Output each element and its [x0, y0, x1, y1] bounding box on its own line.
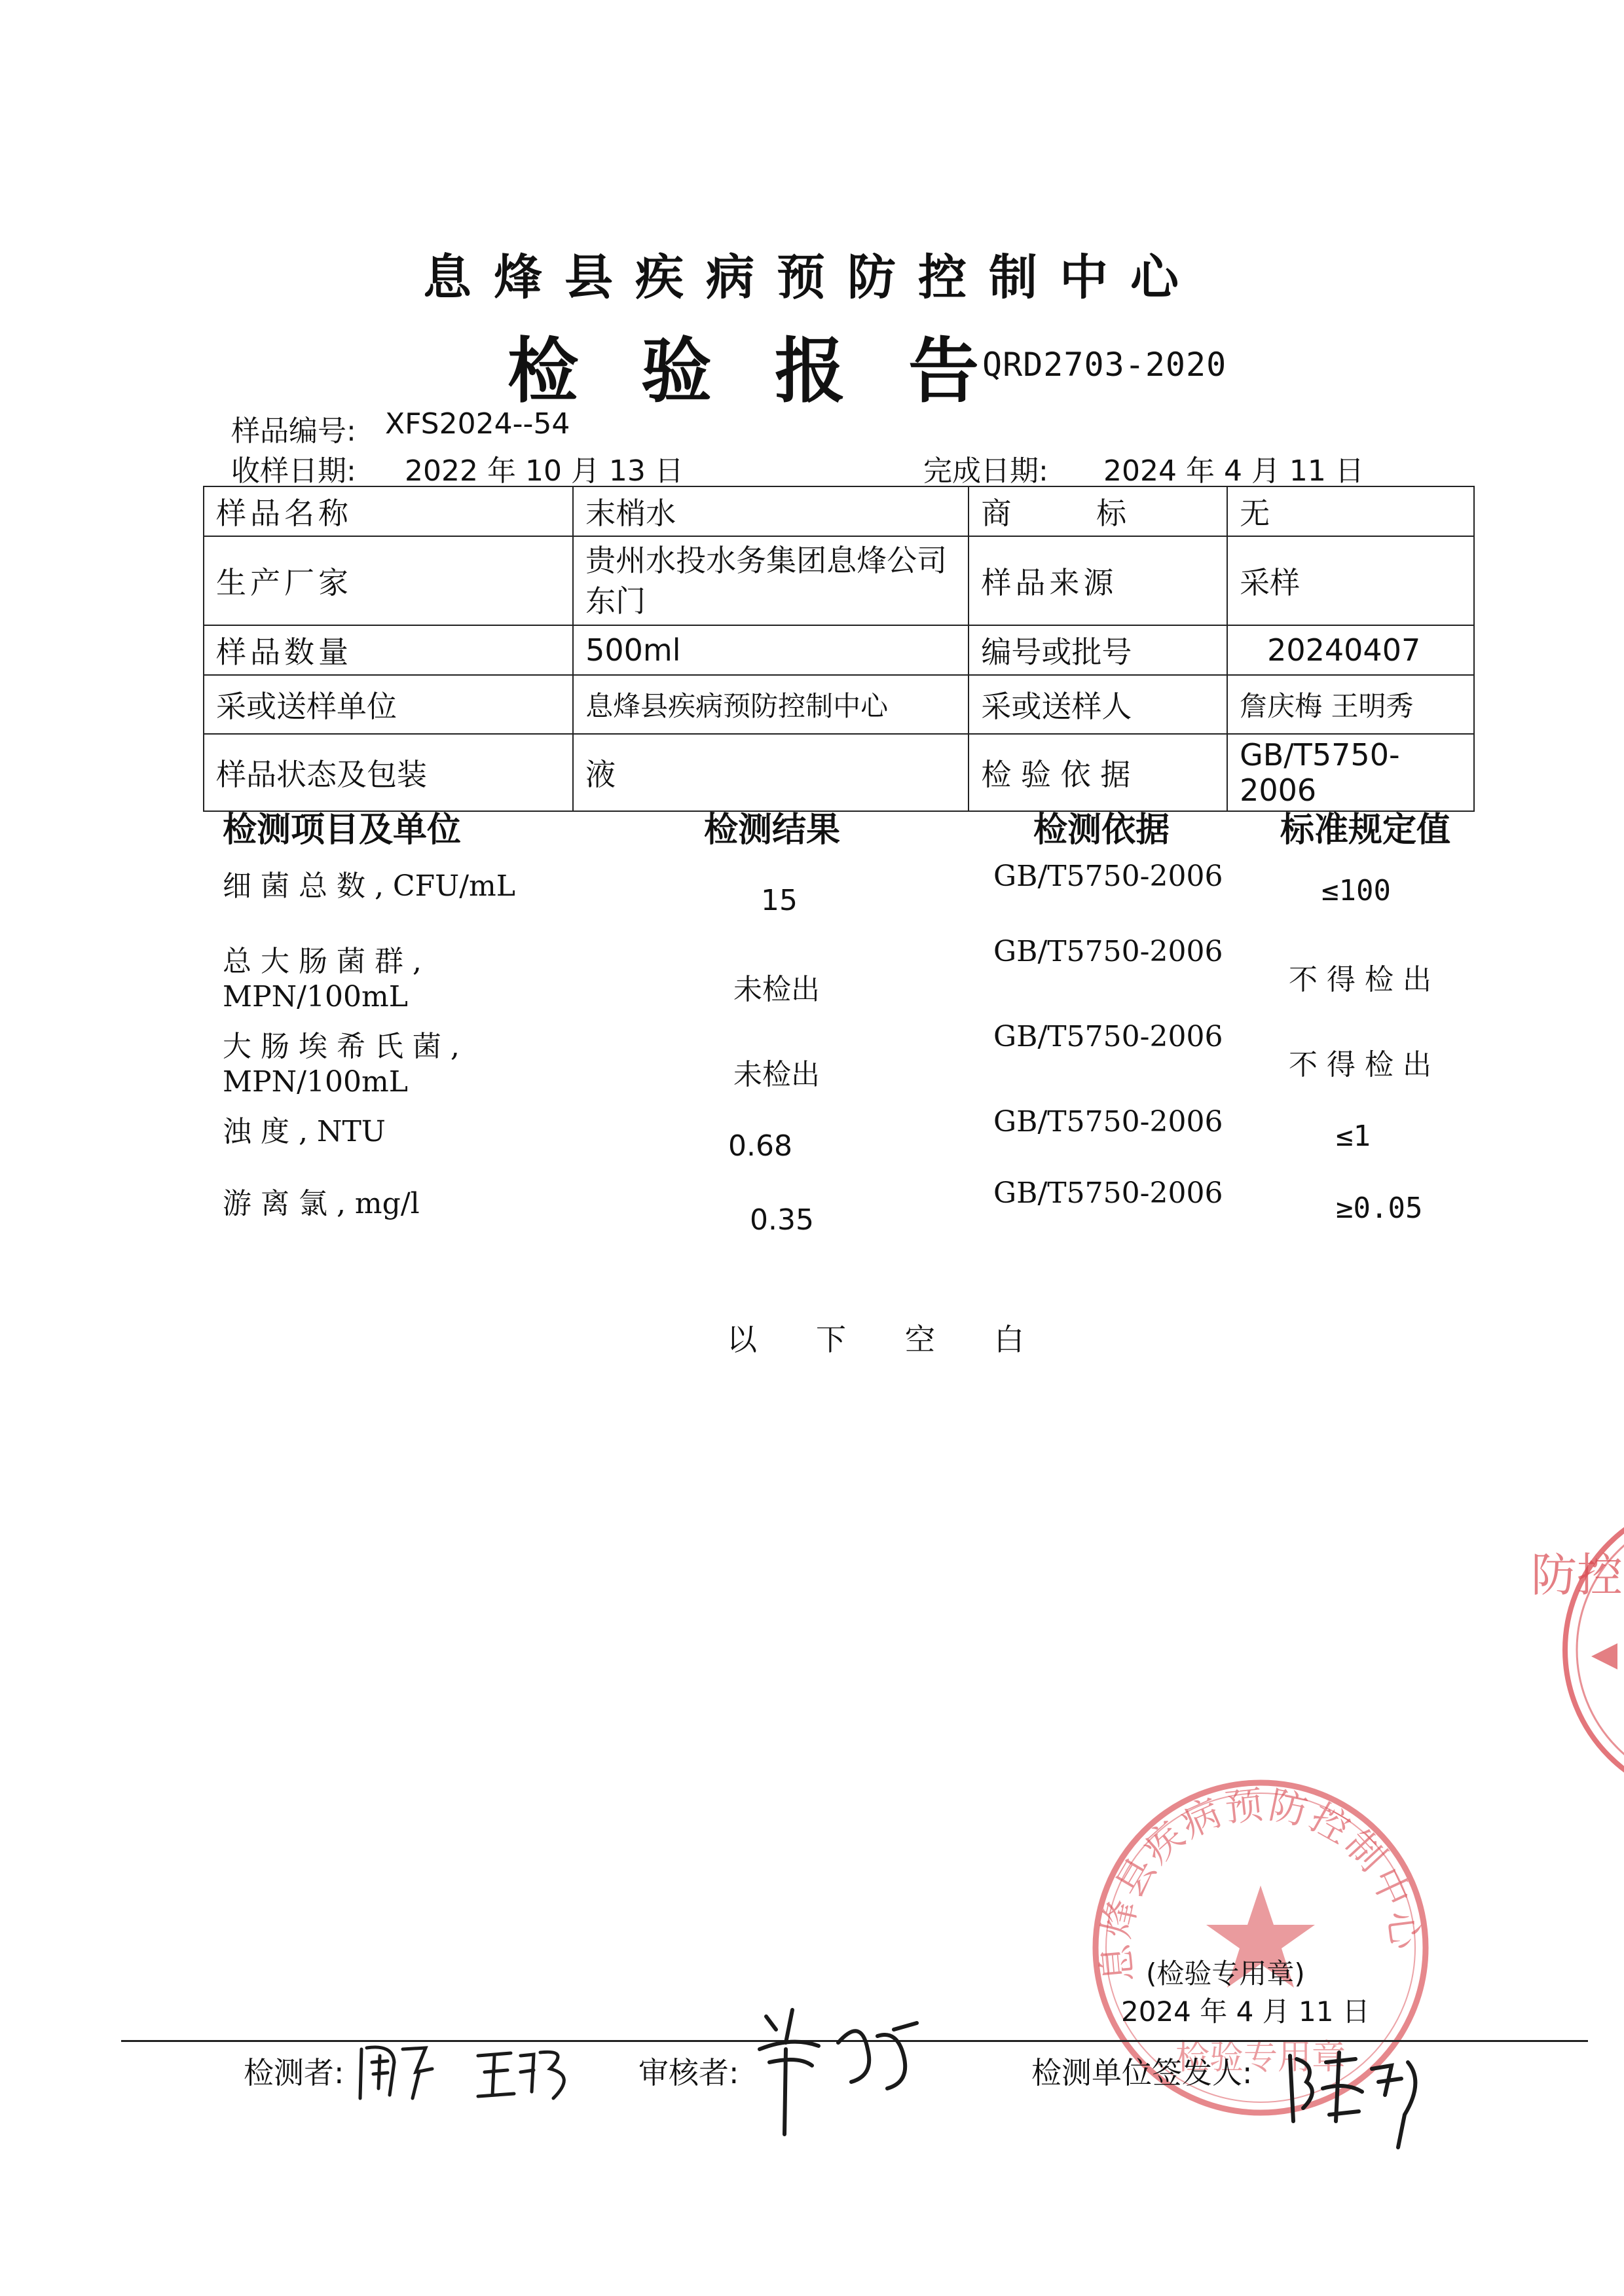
result-value: 未检出: [733, 1058, 820, 1091]
result-value: 0.68: [728, 1129, 792, 1163]
info-value: 息烽县疾病预防控制中心: [573, 675, 969, 734]
result-basis: GB/T5750-2006: [993, 1020, 1223, 1053]
results-header-result: 检测结果: [704, 811, 841, 850]
complete-date: 2024 年 4 月 11 日: [1103, 454, 1364, 488]
info-label: 商 标: [969, 486, 1227, 536]
table-row: [204, 675, 1474, 734]
info-value: 采样: [1227, 536, 1474, 625]
result-item: 游 离 氯 , mg/l: [223, 1187, 420, 1220]
results-header-standard: 标准规定值: [1280, 811, 1451, 850]
result-item: 大 肠 埃 希 氏 菌 ,: [223, 1030, 460, 1063]
table-row: [204, 536, 1474, 625]
sample-no: XFS2024--54: [385, 407, 570, 441]
info-label: 编号或批号: [969, 625, 1227, 675]
table-row: [204, 486, 1474, 536]
side-seal-stamp: [1500, 1493, 1624, 1807]
results-header-basis: 检测依据: [1033, 811, 1170, 850]
result-item: 总 大 肠 菌 群 ,: [223, 945, 422, 978]
result-item: 浊 度 , NTU: [223, 1115, 386, 1148]
seal-ring-text: 息烽县疾病预防控制中心: [1093, 1781, 1428, 1984]
result-standard: 不 得 检 出: [1289, 963, 1431, 996]
report-title: 检验报告: [507, 330, 1043, 412]
issuer-label: 检测单位签发人:: [1031, 2055, 1253, 2090]
receive-date: 2022 年 10 月 13 日: [405, 454, 684, 488]
sample-info-table: [203, 486, 1475, 812]
stamp-caption: (检验专用章): [1146, 1958, 1305, 1990]
info-label: 采或送样人: [969, 675, 1227, 734]
result-basis: GB/T5750-2006: [993, 1176, 1223, 1210]
info-label: 样品来源: [969, 536, 1227, 625]
receive-date-label: 收样日期:: [231, 454, 356, 488]
complete-date-label: 完成日期:: [923, 454, 1048, 488]
info-label: 样品名称: [204, 486, 573, 536]
seal-bottom-text: 检验专用章: [1175, 2038, 1346, 2077]
issuer-signature: [1280, 2043, 1431, 2154]
tester-signature: [354, 2036, 602, 2108]
info-label: 检 验 依 据: [969, 734, 1227, 811]
info-value: 詹庆梅 王明秀: [1227, 675, 1474, 734]
stamp-date: 2024 年 4 月 11 日: [1121, 1995, 1370, 2028]
info-label: 样品状态及包装: [204, 734, 573, 811]
info-value: 液: [573, 734, 969, 811]
info-value: 无: [1227, 486, 1474, 536]
reviewer-label: 审核者:: [638, 2055, 739, 2090]
info-label: 采或送样单位: [204, 675, 573, 734]
result-basis: GB/T5750-2006: [993, 860, 1223, 893]
table-row: [204, 625, 1474, 675]
result-value: 未检出: [733, 973, 820, 1006]
result-item-unit: MPN/100mL: [223, 1065, 408, 1099]
sample-no-label: 样品编号:: [231, 414, 356, 448]
result-standard: ≥0.05: [1336, 1192, 1423, 1225]
info-value: 贵州水投水务集团息烽公司东门: [573, 536, 969, 625]
result-basis: GB/T5750-2006: [993, 935, 1223, 968]
info-value: 500ml: [573, 625, 969, 675]
side-seal-text: 防控: [1531, 1548, 1623, 1602]
result-item-unit: MPN/100mL: [223, 980, 408, 1013]
reviewer-signature: [747, 2003, 943, 2147]
result-standard: ≤1: [1336, 1120, 1371, 1153]
info-label: 样品数量: [204, 625, 573, 675]
result-item: 细 菌 总 数 , CFU/mL: [223, 869, 515, 903]
info-value: GB/T5750-2006: [1227, 734, 1474, 811]
organization-title: 息烽县疾病预防控制中心: [423, 249, 1201, 306]
result-standard: 不 得 检 出: [1289, 1048, 1431, 1082]
tester-label: 检测者:: [244, 2055, 344, 2090]
result-value: 15: [761, 884, 798, 917]
result-basis: GB/T5750-2006: [993, 1105, 1223, 1139]
report-code: QRD2703-2020: [982, 346, 1227, 384]
blank-note: 以下空白: [727, 1322, 1083, 1357]
info-value: 末梢水: [573, 486, 969, 536]
result-value: 0.35: [750, 1203, 814, 1237]
result-standard: ≤100: [1321, 874, 1391, 907]
info-label: 生产厂家: [204, 536, 573, 625]
table-row: [204, 734, 1474, 811]
info-value: 20240407: [1227, 625, 1474, 675]
results-header-item: 检测项目及单位: [223, 811, 462, 850]
